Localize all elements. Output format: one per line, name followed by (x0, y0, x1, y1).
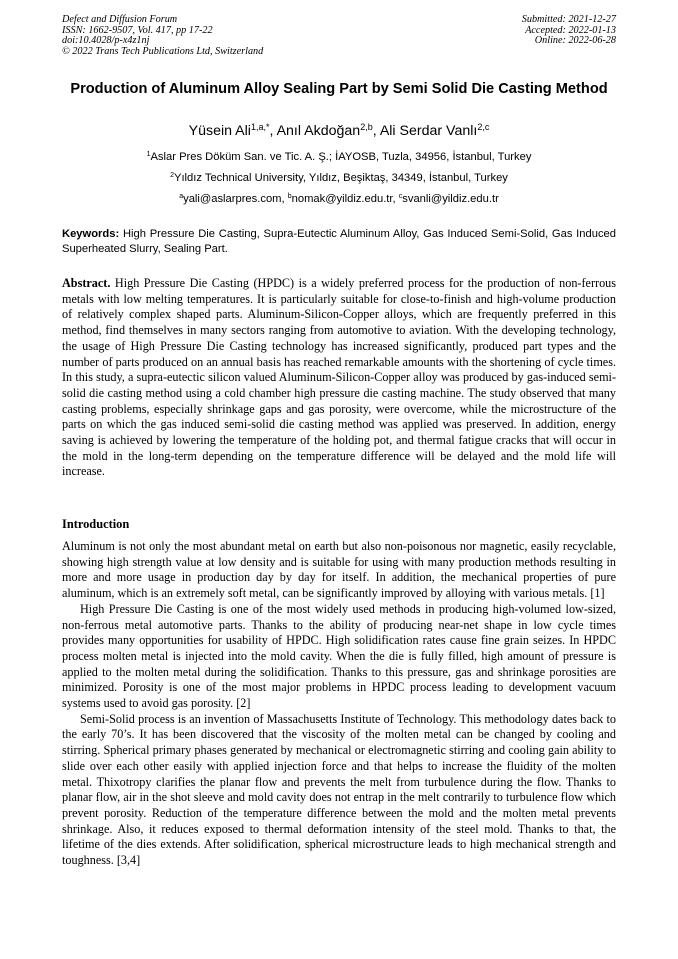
abstract-text: High Pressure Die Casting (HPDC) is a widely preferred process for the production of non-ferrous metals with low melting temperatures. It is particularly suitable for close-to-finish and high-volume production of relatively complex shaped parts. Aluminum-Silicon-Copper alloys, which are frequently preferred in this method, find themselves in many sectors ranging from automotive to aviation. With the developing technology, the usage of High Pressure Die Casting technology has increased significantly, produced part types and the number of parts produced on an annual basis has reached remarkable amounts with the shortening of cycle times. In this study, a supra-eutectic silicon valued Aluminum-Silicon-Copper alloy was produced by gas-induced semi-solid die casting method using a cold chamber high pressure die casting machine. The study observed that many casting problems, especially shrinkage gaps and gas porosity, were overcome, while the microstructure of the parts on which the gas induced semi-solid die casting method was applied was preserved. In addition, energy saving is achieved by lowering the temperature of the holding pot, and thermal fatigue cracks that will occur in the mold in the long-term depending on the temperature difference will be delayed and the mold life will increase. (62, 276, 616, 479)
affiliation-1 (62, 150, 616, 164)
email-list (62, 192, 616, 206)
introduction-heading: Introduction (62, 517, 130, 531)
publication-dates (522, 15, 616, 47)
email-superscript: a (179, 193, 184, 200)
paragraph: Semi-Solid process is an invention of Massachusetts Institute of Technology. This methodology dates back to the early 70’s. It has been discovered that the viscosity of the molten metal can be changed by cooling and stirring. Spherical primary phases generated by mechanical or electromagnetic stirring and cooling gain ability to slide over each other easily with applied injection force and that helps to increase the fluidity of the molten metal. Thixotropy clarifies the planar flow and prevents the melt from turbulence during the flow. Thanks to planar flow, air in the shot sleeve and mold cavity does not entrap in the melt contrarily to turbulence flow which prevent porosity. Reduction of the temperature difference between the mold and the molten metal prevents shrinkage. Also, it reduces exposed to thermal deformation intensity of the steel mold. Thanks to that, the lifetime of the dies extends. After solidification, spherical microstructure leads to high mechanical strength and toughness. [3,4] (62, 711, 616, 868)
author-superscript: 2,c (477, 122, 490, 132)
journal-issn: ISSN: 1662-9507, Vol. 417, pp 17-22 (62, 24, 213, 36)
author-list (62, 122, 616, 140)
paragraph: Aluminum is not only the most abundant metal on earth but also non-poisonous nor magnetic, easily recyclable, showing high strength value at low density and is suitable for using with many production methods resulting in more and more usage in production day by day for itself. In addition, the mechanical properties of pure aluminum, which is an extremely soft metal, can be significantly improved by alloying with various metals. [1] (62, 539, 616, 601)
abstract-label: Abstract. (62, 276, 111, 290)
email-link[interactable]: yali@aslarpres.com, (183, 193, 288, 205)
accepted-date: Accepted: 2022-01-13 (525, 24, 616, 36)
online-date: Online: 2022-06-28 (534, 35, 616, 47)
keywords-label: Keywords: (62, 228, 120, 240)
keywords-text: High Pressure Die Casting, Supra-Eutectic Aluminum Alloy, Gas Induced Semi-Solid, Gas Induced Superheated Slurry, Sealing Part. (62, 228, 616, 255)
paper-title: Production of Aluminum Alloy Sealing Part by Semi Solid Die Casting Method (70, 81, 608, 97)
email-superscript: c (398, 193, 403, 200)
email-link[interactable]: svanli@yildiz.edu.tr (402, 193, 499, 205)
affiliation-text: Yıldız Technical University, Yıldız, Beşiktaş, 34349, İstanbul, Turkey (173, 172, 508, 184)
author-separator: , (372, 123, 380, 139)
journal-copyright: © 2022 Trans Tech Publications Ltd, Switzerland (62, 45, 264, 57)
submitted-date: Submitted: 2021-12-27 (521, 14, 616, 25)
affiliation-2 (62, 171, 616, 185)
introduction-body (62, 539, 616, 869)
author-name: Anıl Akdoğan (276, 123, 361, 139)
author-separator: , (269, 123, 277, 139)
journal-name: Defect and Diffusion Forum (62, 14, 178, 25)
author-superscript: 2,b (360, 122, 373, 132)
email-superscript: b (287, 193, 292, 200)
affiliation-superscript: 1 (146, 151, 151, 158)
journal-info (62, 15, 263, 57)
author-superscript: 1,a,* (250, 122, 270, 132)
paragraph: High Pressure Die Casting is one of the most widely used methods in producing high-volumed low-sized, non-ferrous metal automotive parts. Thanks to the ability of producing near-net shape in low cycle times provides many opportunities for usability of HPDC. High solidification rates cause fine grain seizes. In HPDC process molten metal is injected into the mold cavity. When the die is fully filled, high amount of pressure is applied to the molten metal during the solidification. Thanks to this pressure, gas and shrinkage porosities are minimized. Porosity is one of the most major problems in HPDC process leading to development vacuum systems used to avoid gas porosity. [2] (62, 601, 616, 711)
author-name: Ali Serdar Vanlı (379, 123, 478, 139)
abstract (62, 276, 616, 480)
journal-doi[interactable]: doi:10.4028/p-x4z1nj (62, 35, 150, 47)
email-link[interactable]: nomak@yildiz.edu.tr, (291, 193, 399, 205)
affiliation-superscript: 2 (170, 172, 174, 179)
affiliation-text: Aslar Pres Döküm San. ve Tic. A. Ş.; İAYOSB, Tuzla, 34956, İstanbul, Turkey (150, 151, 532, 163)
keywords (62, 227, 616, 256)
author-name: Yüsein Ali (188, 123, 251, 139)
